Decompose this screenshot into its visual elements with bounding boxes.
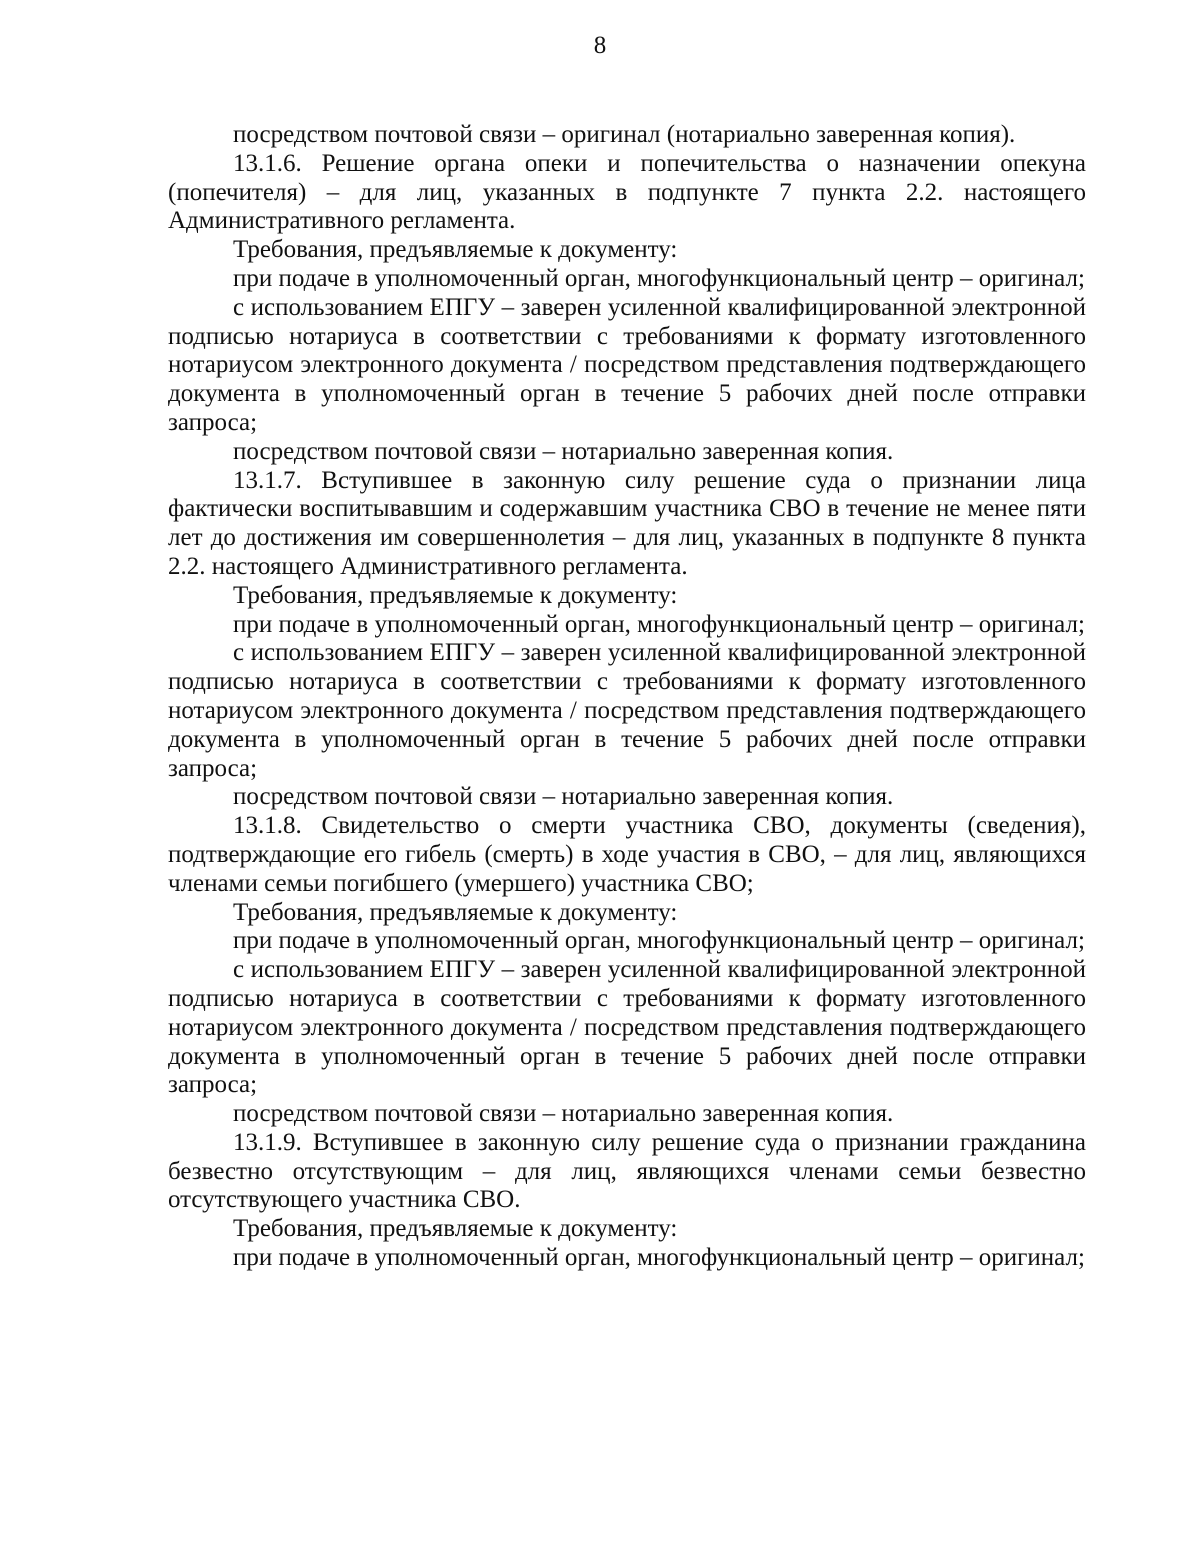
paragraph-13-1-6: 13.1.6. Решение органа опеки и попечительства о назначении опекуна (попечителя) – для лиц, указанных в подпункте 7 пункта 2.2. настоящего Административного регламента. (168, 149, 1086, 235)
paragraph-requirements-heading: Требования, предъявляемые к документу: (233, 1215, 678, 1243)
paragraph-requirements-heading: Требования, предъявляемые к документу: (233, 236, 678, 264)
document-body (168, 121, 1086, 1273)
paragraph-13-1-8: 13.1.8. Свидетельство о смерти участника СВО, документы (сведения), подтверждающие его гибель (смерть) в ходе участия в СВО, – для лиц, являющихся членами семьи погибшего (умершего) участника СВО; (168, 812, 1086, 897)
paragraph-submission-epgu: с использованием ЕПГУ – заверен усиленной квалифицированной электронной подписью нотариуса в соответствии с требованиями к формату изготовленного нотариусом электронного документа / посредством представления подтверждающего документа в уполномоченный орган в течение 5 рабочих дней после отправки запроса; (168, 956, 1086, 1099)
paragraph-submission-postal: посредством почтовой связи – нотариально заверенная копия. (233, 783, 894, 811)
paragraph-submission-epgu: с использованием ЕПГУ – заверен усиленной квалифицированной электронной подписью нотариуса в соответствии с требованиями к формату изготовленного нотариусом электронного документа / посредством представления подтверждающего документа в уполномоченный орган в течение 5 рабочих дней после отправки запроса; (168, 293, 1086, 436)
paragraph-13-1-7: 13.1.7. Вступившее в законную силу решение суда о признании лица фактически воспитывавшим и содержавшим участника СВО в течение не менее пяти лет до достижения им совершеннолетия – для лиц, указанных в подпункте 8 пункта 2.2. настоящего Административного регламента. (168, 466, 1086, 580)
paragraph-submission-office: при подаче в уполномоченный орган, многофункциональный центр – оригинал; (233, 1244, 1085, 1272)
paragraph-submission-office: при подаче в уполномоченный орган, многофункциональный центр – оригинал; (233, 264, 1085, 292)
paragraph-submission-postal: посредством почтовой связи – нотариально заверенная копия. (233, 437, 894, 465)
paragraph-submission-postal: посредством почтовой связи – нотариально заверенная копия. (233, 1100, 894, 1128)
paragraph-postal-original: посредством почтовой связи – оригинал (нотариально заверенная копия). (233, 121, 1016, 148)
paragraph-submission-epgu: с использованием ЕПГУ – заверен усиленной квалифицированной электронной подписью нотариуса в соответствии с требованиями к формату изготовленного нотариусом электронного документа / посредством представления подтверждающего документа в уполномоченный орган в течение 5 рабочих дней после отправки запроса; (168, 639, 1086, 782)
paragraph-requirements-heading: Требования, предъявляемые к документу: (233, 898, 678, 926)
paragraph-submission-office: при подаче в уполномоченный орган, многофункциональный центр – оригинал; (233, 927, 1085, 955)
paragraph-requirements-heading: Требования, предъявляемые к документу: (233, 581, 678, 609)
page-number: 8 (593, 32, 607, 59)
paragraph-submission-office: при подаче в уполномоченный орган, многофункциональный центр – оригинал; (233, 610, 1085, 638)
paragraph-13-1-9: 13.1.9. Вступившее в законную силу решение суда о признании гражданина безвестно отсутствующим – для лиц, являющихся членами семьи безвестно отсутствующего участника СВО. (168, 1128, 1086, 1214)
